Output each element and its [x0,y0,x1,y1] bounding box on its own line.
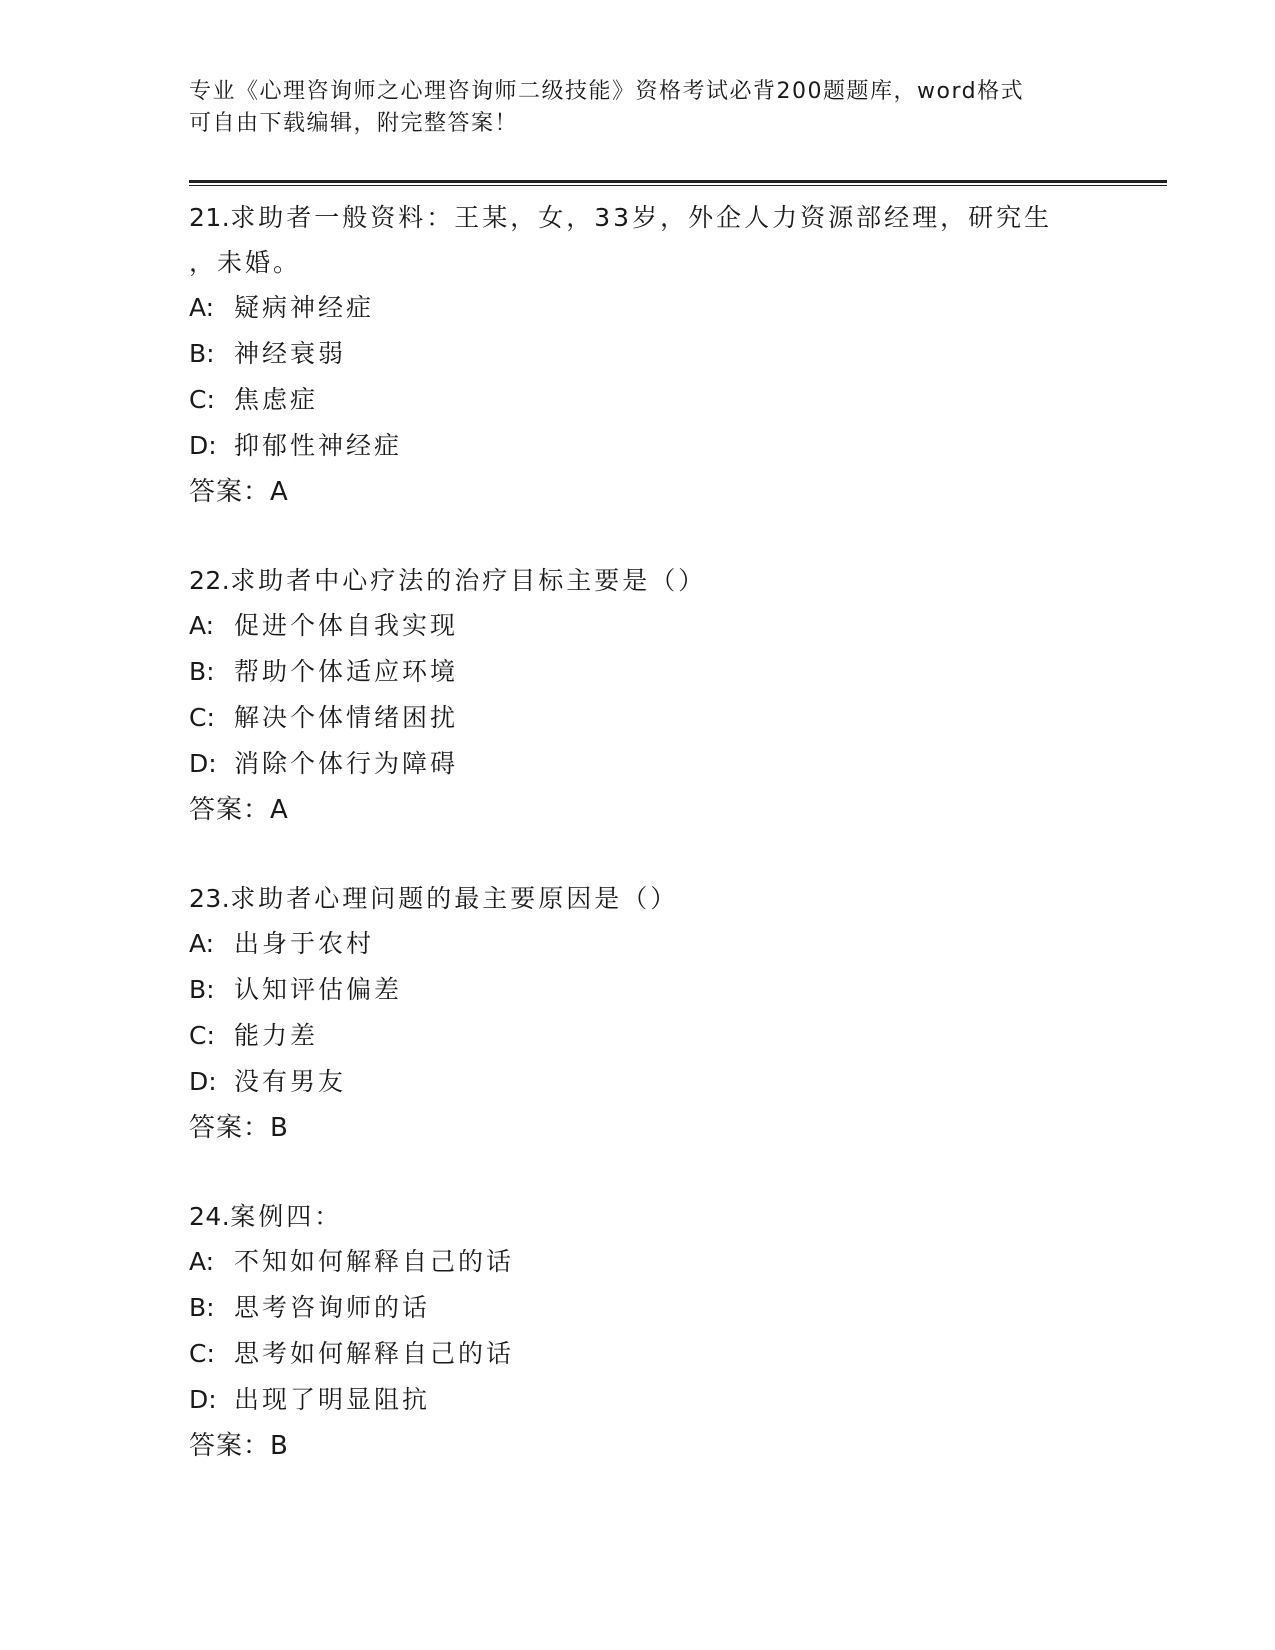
option-text: 出现了明显阻抗 [234,1385,431,1414]
question-text: 求助者一般资料：王某，女，33岁，外企人力资源部经理，研究生 ，未婚。 [189,203,1053,277]
option-key: C: [189,703,215,732]
option-key: B: [189,657,215,686]
option-c [189,1331,1149,1377]
option-text: 促进个体自我实现 [234,611,459,640]
answer-line: 答案：B [189,1431,289,1461]
answer-line: 答案：A [189,477,289,507]
option-text: 出身于农村 [234,929,375,958]
option-key: C: [189,1021,215,1050]
option-key: A: [189,611,215,640]
option-key: A: [189,929,215,958]
question-22 [189,558,1149,833]
option-key: C: [189,1339,215,1368]
option-d [189,1059,1149,1105]
option-key: B: [189,339,215,368]
option-text: 焦虑症 [234,385,319,414]
option-b [189,1285,1149,1331]
option-b [189,331,1149,377]
option-text: 消除个体行为障碍 [234,749,459,778]
option-key: C: [189,385,215,414]
option-c [189,695,1149,741]
option-key: B: [189,975,215,1004]
question-23 [189,876,1149,1151]
option-c [189,377,1149,423]
option-a [189,285,1149,331]
answer-line: 答案：A [189,795,289,825]
option-d [189,741,1149,787]
option-a [189,1239,1149,1285]
option-text: 抑郁性神经症 [234,431,403,460]
question-list [189,195,1149,1512]
header-divider-thick [189,180,1167,183]
option-key: D: [189,1067,217,1096]
option-key: D: [189,431,217,460]
option-key: D: [189,749,217,778]
option-text: 认知评估偏差 [234,975,403,1004]
question-text: 案例四： [230,1202,343,1231]
option-text: 没有男友 [234,1067,347,1096]
option-c [189,1013,1149,1059]
option-key: B: [189,1293,215,1322]
question-text: 求助者心理问题的最主要原因是（） [230,884,679,913]
option-text: 解决个体情绪困扰 [234,703,459,732]
option-text: 能力差 [234,1021,319,1050]
option-a [189,921,1149,967]
option-b [189,649,1149,695]
option-a [189,603,1149,649]
document-header [189,76,1089,140]
answer-line: 答案：B [189,1113,289,1143]
header-title-line-1: 专业《心理咨询师之心理咨询师二级技能》资格考试必背200题题库，word格式 [189,79,1025,104]
option-key: A: [189,1247,215,1276]
question-stem [189,558,1149,603]
option-text: 帮助个体适应环境 [234,657,459,686]
question-21 [189,195,1149,515]
option-text: 不知如何解释自己的话 [234,1247,515,1276]
option-b [189,967,1149,1013]
question-stem [189,195,1149,285]
option-d [189,1377,1149,1423]
header-divider-thin [189,185,1167,186]
option-text: 思考如何解释自己的话 [234,1339,515,1368]
question-text: 求助者中心疗法的治疗目标主要是（） [230,566,707,595]
question-number: 22. [189,566,231,595]
question-stem [189,1194,1149,1239]
option-text: 疑病神经症 [234,293,375,322]
question-stem [189,876,1149,921]
option-key: A: [189,293,215,322]
option-d [189,423,1149,469]
option-key: D: [189,1385,217,1414]
question-number: 23. [189,884,231,913]
question-24 [189,1194,1149,1469]
question-number: 21. [189,203,231,232]
header-title-line-2: 可自由下载编辑，附完整答案！ [189,111,519,136]
option-text: 神经衰弱 [234,339,347,368]
question-number: 24. [189,1202,231,1231]
option-text: 思考咨询师的话 [234,1293,431,1322]
